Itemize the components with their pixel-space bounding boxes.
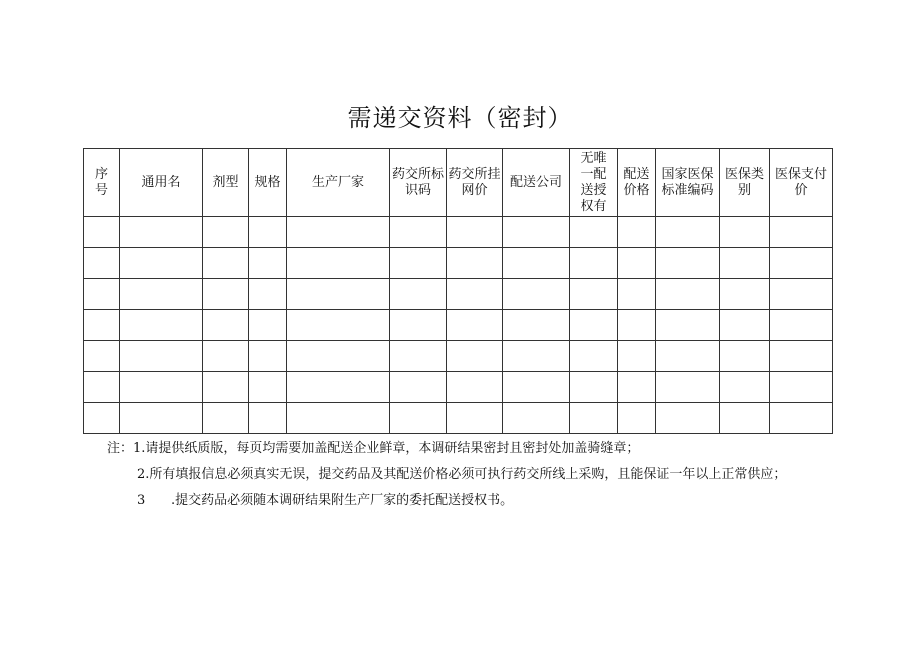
table-cell[interactable]: [503, 248, 570, 279]
table-cell[interactable]: [770, 279, 833, 310]
header-national-insurance-code: 国家医保标准编码: [656, 149, 720, 217]
table-cell[interactable]: [503, 217, 570, 248]
table-cell[interactable]: [618, 248, 656, 279]
header-specification: 规格: [249, 149, 287, 217]
table-cell[interactable]: [120, 248, 203, 279]
table-cell[interactable]: [570, 310, 618, 341]
table-cell[interactable]: [84, 403, 120, 434]
table-cell[interactable]: [770, 372, 833, 403]
header-exchange-price: 药交所挂网价: [447, 149, 503, 217]
table-cell[interactable]: [390, 372, 447, 403]
note-3-text: .提交药品必须随本调研结果附生产厂家的委托配送授权书。: [171, 493, 514, 508]
table-cell[interactable]: [203, 310, 249, 341]
table-cell[interactable]: [570, 403, 618, 434]
table-cell[interactable]: [249, 310, 287, 341]
note-3-number: 3: [137, 493, 146, 508]
table-cell[interactable]: [720, 372, 770, 403]
table-cell[interactable]: [287, 372, 390, 403]
table-cell[interactable]: [390, 279, 447, 310]
table-cell[interactable]: [287, 279, 390, 310]
header-distributor: 配送公司: [503, 149, 570, 217]
table-row: [84, 310, 833, 341]
table-cell[interactable]: [656, 341, 720, 372]
table-cell[interactable]: [120, 279, 203, 310]
table-cell[interactable]: [249, 341, 287, 372]
table-cell[interactable]: [84, 248, 120, 279]
table-cell[interactable]: [287, 310, 390, 341]
table-cell[interactable]: [503, 403, 570, 434]
table-cell[interactable]: [656, 279, 720, 310]
table-cell[interactable]: [203, 248, 249, 279]
table-cell[interactable]: [570, 372, 618, 403]
table-cell[interactable]: [570, 248, 618, 279]
table-row: [84, 279, 833, 310]
table-cell[interactable]: [503, 279, 570, 310]
table-cell[interactable]: [447, 217, 503, 248]
table-cell[interactable]: [656, 248, 720, 279]
header-insurance-category: 医保类别: [720, 149, 770, 217]
table-cell[interactable]: [203, 279, 249, 310]
header-generic-name: 通用名: [120, 149, 203, 217]
table-cell[interactable]: [656, 217, 720, 248]
table-header-row: [84, 149, 833, 217]
table-cell[interactable]: [720, 341, 770, 372]
table-cell[interactable]: [656, 310, 720, 341]
table-cell[interactable]: [570, 341, 618, 372]
note-1-text: 1.请提供纸质版，每页均需要加盖配送企业鲜章，本调研结果密封且密封处加盖骑缝章；: [133, 441, 640, 456]
table-cell[interactable]: [120, 403, 203, 434]
table-cell[interactable]: [249, 217, 287, 248]
table-cell[interactable]: [84, 341, 120, 372]
header-distribution-price: 配送价格: [618, 149, 656, 217]
table-cell[interactable]: [203, 372, 249, 403]
table-cell[interactable]: [656, 403, 720, 434]
table-cell[interactable]: [447, 403, 503, 434]
table-cell[interactable]: [618, 403, 656, 434]
table-cell[interactable]: [770, 248, 833, 279]
table-cell[interactable]: [618, 217, 656, 248]
table-cell[interactable]: [770, 403, 833, 434]
table-cell[interactable]: [203, 403, 249, 434]
table-cell[interactable]: [720, 403, 770, 434]
table-cell[interactable]: [287, 403, 390, 434]
table-cell[interactable]: [770, 341, 833, 372]
header-exclusive-authorization: 无唯一配送授权有: [570, 149, 618, 217]
table-cell[interactable]: [390, 341, 447, 372]
table-cell[interactable]: [390, 310, 447, 341]
table-cell[interactable]: [503, 341, 570, 372]
table-cell[interactable]: [84, 279, 120, 310]
table-cell[interactable]: [120, 372, 203, 403]
table-cell[interactable]: [249, 372, 287, 403]
note-1: [83, 436, 832, 462]
table-cell[interactable]: [120, 310, 203, 341]
table-cell[interactable]: [249, 248, 287, 279]
submission-table: [83, 148, 833, 434]
table-cell[interactable]: [390, 403, 447, 434]
table-body: [84, 217, 833, 434]
header-exchange-code: 药交所标识码: [390, 149, 447, 217]
table-cell[interactable]: [203, 341, 249, 372]
header-manufacturer: 生产厂家: [287, 149, 390, 217]
table-cell[interactable]: [287, 217, 390, 248]
table-cell[interactable]: [618, 310, 656, 341]
table-cell[interactable]: [770, 217, 833, 248]
table-cell[interactable]: [503, 372, 570, 403]
table-cell[interactable]: [447, 310, 503, 341]
table-cell[interactable]: [656, 372, 720, 403]
table-cell[interactable]: [249, 279, 287, 310]
table-cell[interactable]: [120, 217, 203, 248]
table-row: [84, 403, 833, 434]
table-cell[interactable]: [447, 279, 503, 310]
table-cell[interactable]: [770, 310, 833, 341]
table-cell[interactable]: [503, 310, 570, 341]
table-cell[interactable]: [249, 403, 287, 434]
table-cell[interactable]: [720, 279, 770, 310]
table-cell[interactable]: [618, 279, 656, 310]
table-cell[interactable]: [390, 248, 447, 279]
table-cell[interactable]: [447, 372, 503, 403]
table-row: [84, 372, 833, 403]
note-3: [83, 488, 832, 514]
page-title: 需递交资料（密封）: [347, 104, 573, 132]
table-cell[interactable]: [447, 341, 503, 372]
table-row: [84, 217, 833, 248]
table-cell[interactable]: [720, 310, 770, 341]
table-cell[interactable]: [84, 372, 120, 403]
table-cell[interactable]: [720, 248, 770, 279]
header-insurance-payment-price: 医保支付价: [770, 149, 833, 217]
table-cell[interactable]: [287, 341, 390, 372]
table-cell[interactable]: [84, 217, 120, 248]
table-cell[interactable]: [447, 248, 503, 279]
note-label: 注：: [107, 441, 134, 456]
table-cell[interactable]: [618, 341, 656, 372]
table-cell[interactable]: [618, 372, 656, 403]
note-2: 2.所有填报信息必须真实无误，提交药品及其配送价格必须可执行药交所线上采购，且能保证一年以上正常供应；: [137, 467, 787, 482]
header-seq: 序号: [84, 149, 120, 217]
table-row: [84, 248, 833, 279]
notes: [83, 436, 832, 514]
table-cell[interactable]: [720, 217, 770, 248]
table-cell[interactable]: [120, 341, 203, 372]
table-cell[interactable]: [570, 217, 618, 248]
table-row: [84, 341, 833, 372]
table-cell[interactable]: [287, 248, 390, 279]
table-cell[interactable]: [203, 217, 249, 248]
table-cell[interactable]: [390, 217, 447, 248]
table-cell[interactable]: [84, 310, 120, 341]
header-dosage-form: 剂型: [203, 149, 249, 217]
table-cell[interactable]: [570, 279, 618, 310]
